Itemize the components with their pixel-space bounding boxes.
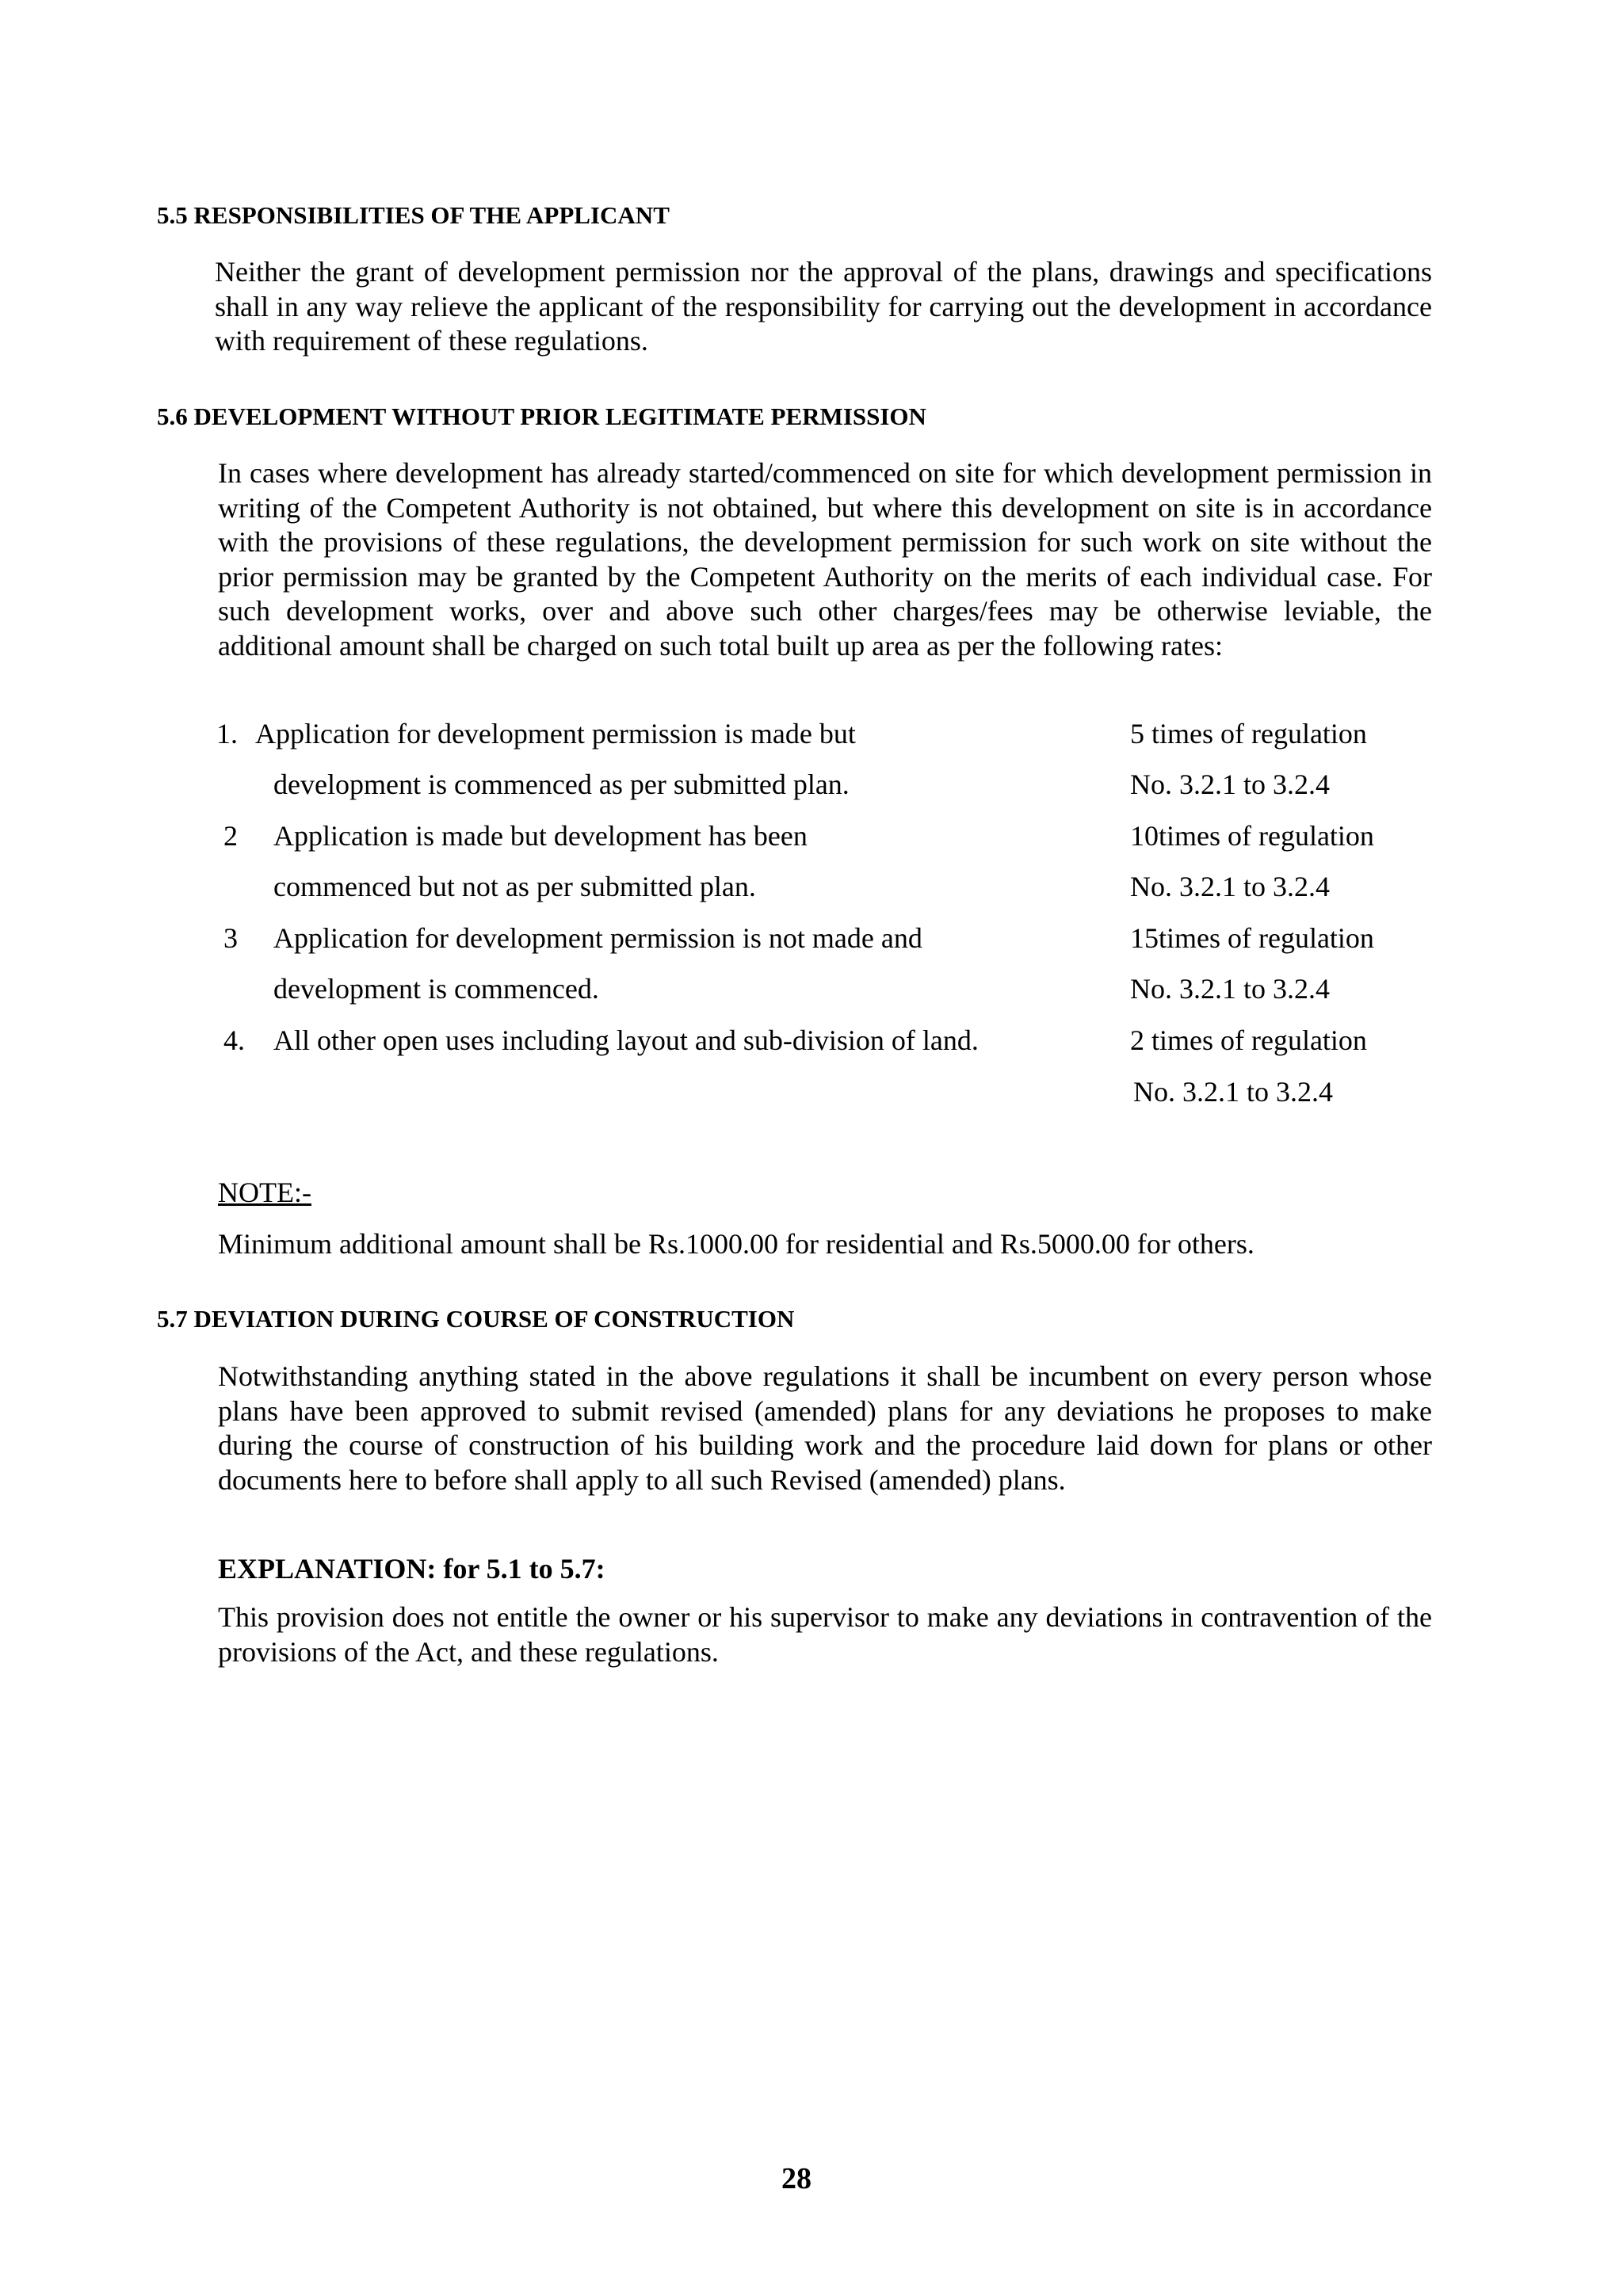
rate-item-2-number: 2 — [223, 820, 238, 852]
rate-item-1-number: 1. — [216, 718, 238, 749]
page-number: 28 — [781, 2162, 812, 2195]
explanation-body: This provision does not entitle the owner or his supervisor to make any deviations in contravention of the provisions of the Act, and these regulations. — [218, 1601, 1432, 1668]
rate-item-1-rate2: No. 3.2.1 to 3.2.4 — [1130, 769, 1330, 800]
rate-item-2-line2: commenced but not as per submitted plan. — [273, 871, 756, 902]
explanation-heading: EXPLANATION: for 5.1 to 5.7: — [218, 1553, 605, 1585]
rate-item-1-line1: Application for development permission is made but — [255, 718, 856, 749]
section-5-5-heading: 5.5 RESPONSIBILITIES OF THE APPLICANT — [157, 201, 670, 229]
section-5-6-heading: 5.6 DEVELOPMENT WITHOUT PRIOR LEGITIMATE PERMISSION — [157, 402, 926, 430]
rate-item-3-line1: Application for development permission is not made and — [273, 922, 922, 954]
rate-item-3-rate2: No. 3.2.1 to 3.2.4 — [1130, 973, 1330, 1005]
rate-item-2-rate1: 10times of regulation — [1130, 820, 1374, 852]
section-5-7-body: Notwithstanding anything stated in the above regulations it shall be incumbent on every person whose plans have been approved to submit revised (amended) plans for any deviations he proposes to make during the course of construction of his building work and the procedure laid down for plans or other documents here to before shall apply to all such Revised (amended) plans. — [218, 1360, 1432, 1496]
section-5-6-body: In cases where development has already started/commenced on site for which development permission in writing of the Competent Authority is not obtained, but where this development on site is in accordance with the provisions of these regulations, the development permission for such work on site without the prior permission may be granted by the Competent Authority on the merits of each individual case. For such development works, over and above such other charges/fees may be otherwise leviable, the additional amount shall be charged on such total built up area as per the following rates: — [218, 457, 1432, 662]
section-5-7-heading: 5.7 DEVIATION DURING COURSE OF CONSTRUCTION — [157, 1305, 795, 1333]
rate-item-4-number: 4. — [223, 1024, 245, 1056]
section-5-5-body: Neither the grant of development permission nor the approval of the plans, drawings and specifications shall in any way relieve the applicant of the responsibility for carrying out the development in accordance with requirement of these regulations. — [215, 256, 1432, 357]
rate-item-1-line2: development is commenced as per submitted plan. — [273, 769, 850, 800]
rate-item-4-line1: All other open uses including layout and sub-division of land. — [273, 1024, 979, 1056]
rate-item-3-rate1: 15times of regulation — [1130, 922, 1374, 954]
note-label: NOTE:- — [218, 1177, 311, 1208]
rate-item-3-number: 3 — [223, 922, 238, 954]
rate-item-2-rate2: No. 3.2.1 to 3.2.4 — [1130, 871, 1330, 902]
rate-item-2-line1: Application is made but development has been — [273, 820, 808, 852]
rate-item-1-rate1: 5 times of regulation — [1130, 718, 1367, 749]
note-text: Minimum additional amount shall be Rs.1000.00 for residential and Rs.5000.00 for others. — [218, 1228, 1254, 1260]
rate-item-4-rate2: No. 3.2.1 to 3.2.4 — [1133, 1076, 1333, 1108]
rate-item-3-line2: development is commenced. — [273, 973, 599, 1005]
rate-item-4-rate1: 2 times of regulation — [1130, 1024, 1367, 1056]
